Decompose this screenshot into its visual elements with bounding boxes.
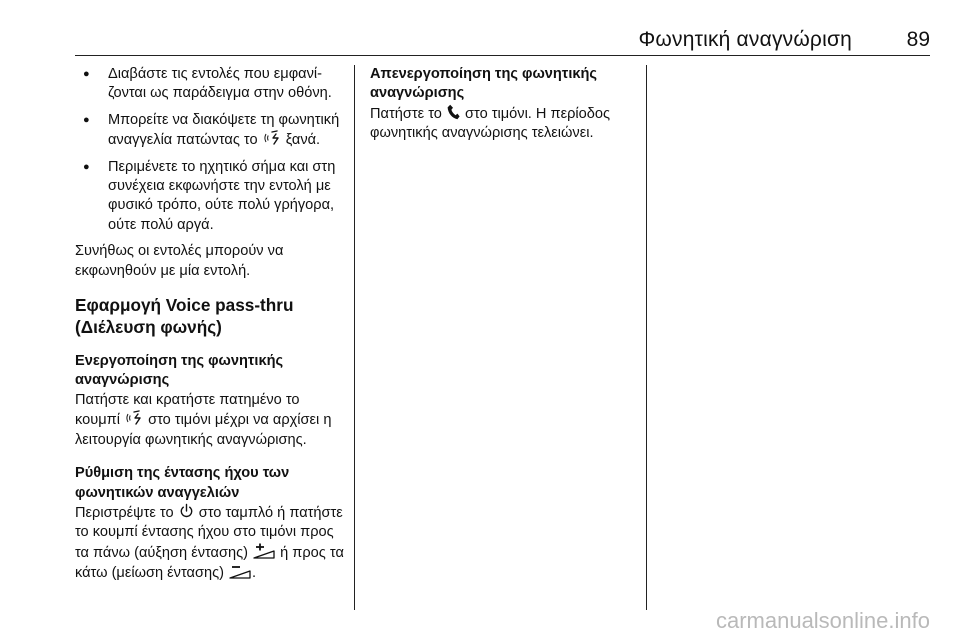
bullet-text: ξανά.	[285, 132, 321, 149]
deactivate-title: Απενεργοποίηση της φωνητικής αναγνώρισης	[370, 66, 598, 102]
voice-icon	[125, 410, 143, 426]
volume-down-icon	[229, 563, 251, 579]
activate-title: Ενεργοποίηση της φωνητικής αναγνώρισης	[75, 353, 284, 389]
section-title: Εφαρμογή Voice pass-thru (Διέλευση φωνής)	[75, 295, 294, 337]
volume-text: Περιστρέψτε το στο ταμπλό ή πατήστε το κουμπί έντασης ήχου στο τιμόνι προς τα πάνω (αύξηση έντασης) ή προς τα κάτω (μείωση έντασης) .	[75, 504, 344, 582]
bullet-text: Διαβάστε τις εντολές που εμφανίζονται ως παράδειγμα στην οθόνη.	[108, 66, 332, 102]
watermark: carmanualsonline.info	[715, 608, 930, 633]
header-rule	[75, 55, 930, 56]
bullet-text: Περιμένετε το ηχητικό σήμα και στη συνέχεια εκφωνήστε την εντολή με φυσικό τρόπο, ούτε πολύ γρήγορα, ούτε πολύ αργά.	[108, 158, 336, 233]
left-column	[75, 65, 347, 584]
voice-icon	[263, 130, 281, 146]
bullet-item	[75, 65, 347, 104]
phone-icon	[447, 104, 460, 120]
bullet-text: Μπορείτε να διακόψετε τη φωνητική αναγγελία πατώντας το	[108, 111, 340, 149]
column-divider-right	[646, 65, 647, 610]
page-number: 89	[906, 28, 930, 51]
paragraph-commands: Συνήθως οι εντολές μπορούν να εκφωνηθούν με μία εντολή.	[75, 243, 284, 279]
volume-title: Ρύθμιση της έντασης ήχου των φωνητικών αναγγελιών	[75, 465, 290, 501]
column-divider-left	[354, 65, 355, 610]
volume-up-icon	[253, 543, 275, 559]
bullet-item	[75, 158, 347, 236]
middle-column	[370, 65, 640, 144]
power-knob-icon	[179, 503, 194, 519]
page-header	[75, 28, 930, 52]
bullet-list	[75, 65, 347, 235]
activate-text: Πατήστε και κρατήστε πατημένο το κουμπί στο τιμόνι μέχρι να αρχίσει η λειτουργία φωνητικής αναγνώρισης.	[75, 391, 332, 448]
bullet-item	[75, 111, 347, 151]
deactivate-text: Πατήστε το στο τιμόνι. Η περίοδος φωνητικής αναγνώρισης τελειώνει.	[370, 105, 611, 142]
page-title: Φωνητική αναγνώριση	[638, 28, 852, 51]
